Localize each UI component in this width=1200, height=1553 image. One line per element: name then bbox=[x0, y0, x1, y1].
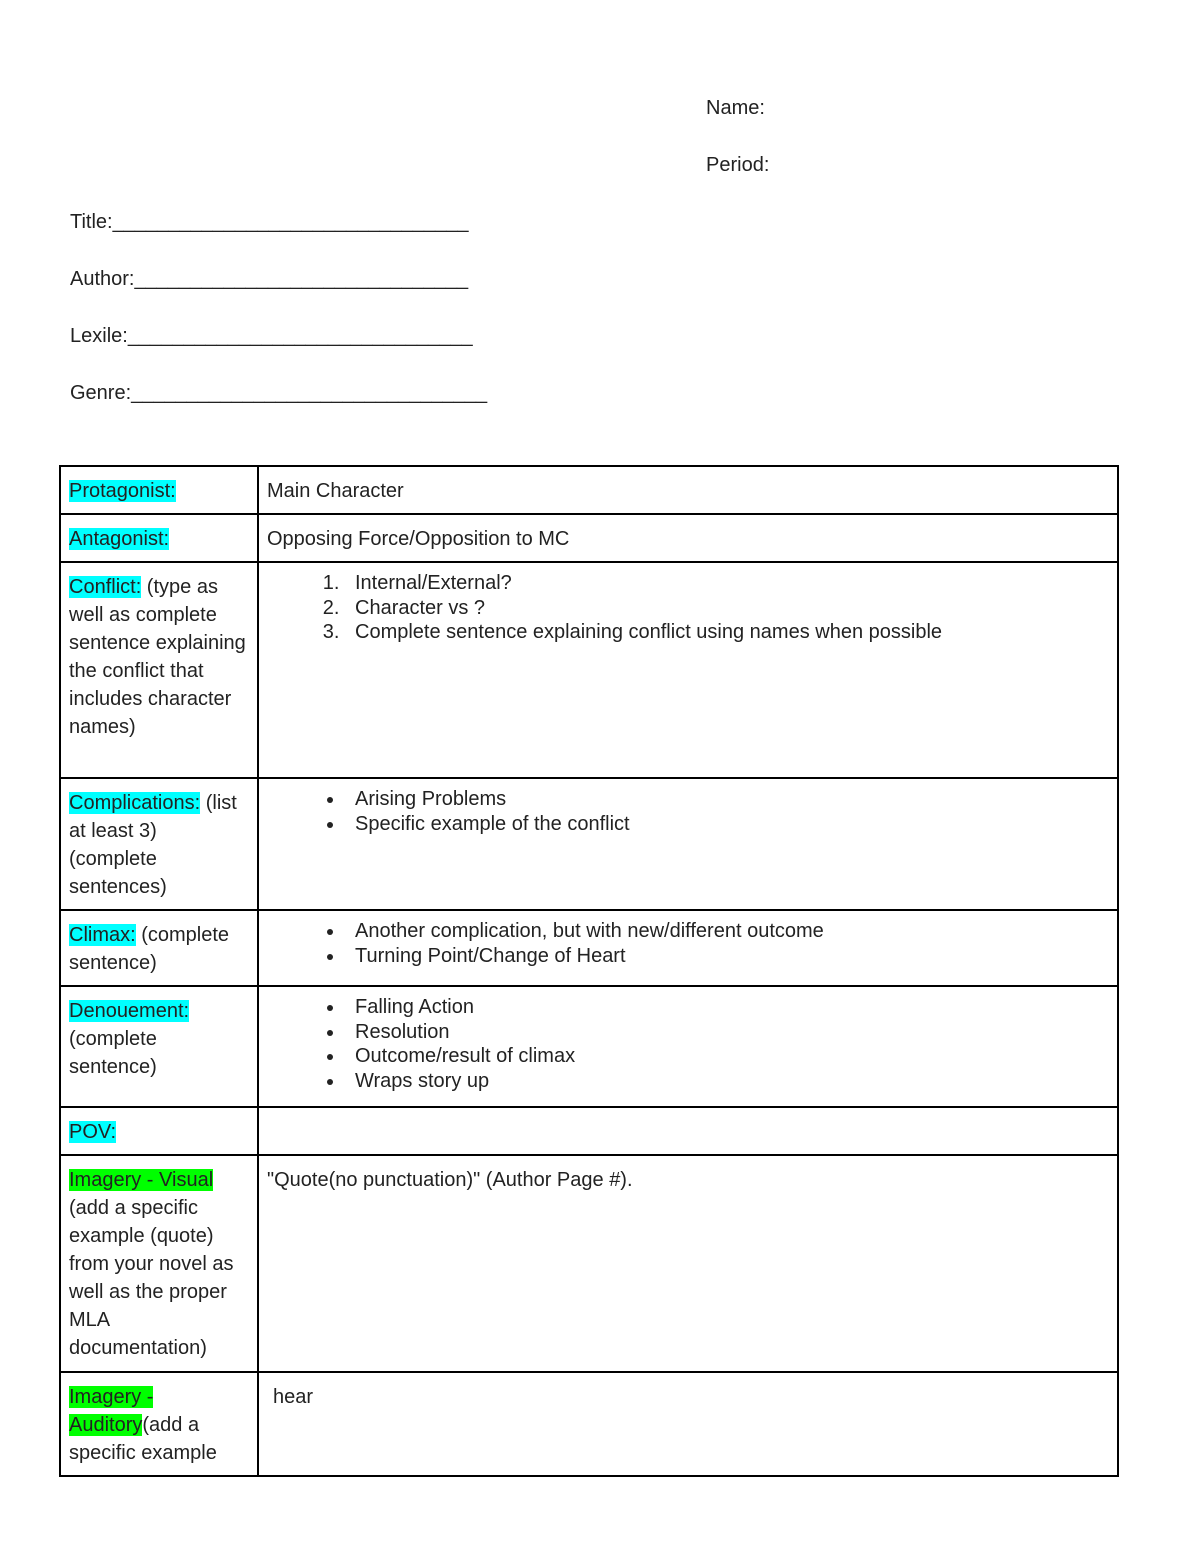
complications-description: (list at least 3) (complete sentences) bbox=[69, 792, 237, 898]
climax-list bbox=[267, 919, 1109, 968]
complications-list bbox=[267, 787, 1109, 836]
pov-label-cell bbox=[60, 1107, 258, 1155]
table-row-conflict bbox=[60, 562, 1118, 778]
imagery-auditory-description: (add a specific example bbox=[69, 1414, 217, 1464]
imagery-visual-label-cell bbox=[60, 1155, 258, 1372]
conflict-answer-cell[interactable] bbox=[258, 562, 1118, 778]
list-item: 2. Character vs ? bbox=[345, 596, 1109, 621]
antagonist-content: Opposing Force/Opposition to MC bbox=[267, 528, 570, 550]
period-field-label[interactable]: Period: bbox=[706, 154, 770, 176]
imagery-visual-label: Imagery - Visual bbox=[69, 1169, 214, 1191]
list-item: • Another complication, but with new/different outcome bbox=[345, 919, 1109, 944]
list-item: • Turning Point/Change of Heart bbox=[345, 944, 1109, 969]
antagonist-answer-cell[interactable] bbox=[258, 514, 1118, 562]
imagery-auditory-content: hear bbox=[273, 1386, 314, 1408]
list-item: • Specific example of the conflict bbox=[345, 812, 1109, 837]
table-row-imagery-visual bbox=[60, 1155, 1118, 1372]
table-row-antagonist bbox=[60, 514, 1118, 562]
protagonist-answer-cell[interactable] bbox=[258, 466, 1118, 514]
denouement-label-cell bbox=[60, 986, 258, 1107]
genre-field[interactable]: Genre:________________________________ bbox=[70, 382, 488, 404]
complications-label: Complications: bbox=[69, 792, 201, 814]
protagonist-label: Protagonist: bbox=[69, 480, 176, 502]
table-row-protagonist bbox=[60, 466, 1118, 514]
list-item: • Resolution bbox=[345, 1020, 1109, 1045]
antagonist-label: Antagonist: bbox=[69, 528, 170, 550]
imagery-auditory-label: Imagery - Auditory bbox=[69, 1386, 154, 1436]
list-item: • Outcome/result of climax bbox=[345, 1044, 1109, 1069]
imagery-auditory-answer-cell[interactable] bbox=[258, 1372, 1118, 1476]
complications-answer-cell[interactable] bbox=[258, 778, 1118, 910]
denouement-description: (complete sentence) bbox=[69, 1028, 157, 1078]
protagonist-label-cell bbox=[60, 466, 258, 514]
conflict-description: (type as well as complete sentence explaining the conflict that includes character names) bbox=[69, 576, 246, 738]
book-info bbox=[70, 210, 487, 438]
climax-answer-cell[interactable] bbox=[258, 910, 1118, 986]
conflict-list bbox=[267, 571, 1109, 645]
imagery-visual-answer-cell[interactable] bbox=[258, 1155, 1118, 1372]
denouement-label: Denouement: bbox=[69, 1000, 190, 1022]
climax-label: Climax: bbox=[69, 924, 136, 946]
imagery-visual-content: "Quote(no punctuation)" (Author Page #). bbox=[267, 1169, 633, 1191]
complications-label-cell bbox=[60, 778, 258, 910]
list-item: 1. Internal/External? bbox=[345, 571, 1109, 596]
table-row-complications bbox=[60, 778, 1118, 910]
author-field[interactable]: Author:______________________________ bbox=[70, 268, 469, 290]
table-row-denouement bbox=[60, 986, 1118, 1107]
pov-answer-cell[interactable] bbox=[258, 1107, 1118, 1155]
conflict-label-cell bbox=[60, 562, 258, 778]
list-item: 3. Complete sentence explaining conflict using names when possible bbox=[345, 620, 1109, 645]
list-item: • Wraps story up bbox=[345, 1069, 1109, 1094]
story-elements-table bbox=[59, 465, 1119, 1477]
antagonist-label-cell bbox=[60, 514, 258, 562]
table-row-imagery-auditory bbox=[60, 1372, 1118, 1476]
name-field-label[interactable]: Name: bbox=[706, 97, 765, 119]
conflict-label: Conflict: bbox=[69, 576, 142, 598]
lexile-field[interactable]: Lexile:_______________________________ bbox=[70, 325, 473, 347]
protagonist-content: Main Character bbox=[267, 480, 404, 502]
title-field[interactable]: Title:________________________________ bbox=[70, 211, 469, 233]
pov-label: POV: bbox=[69, 1121, 117, 1143]
imagery-visual-description: (add a specific example (quote) from your novel as well as the proper MLA documentation) bbox=[69, 1197, 234, 1359]
table-row-pov bbox=[60, 1107, 1118, 1155]
climax-description: (complete sentence) bbox=[69, 924, 230, 974]
table-row-climax bbox=[60, 910, 1118, 986]
list-item: • Arising Problems bbox=[345, 787, 1109, 812]
student-info bbox=[706, 96, 769, 210]
imagery-auditory-label-cell bbox=[60, 1372, 258, 1476]
denouement-answer-cell[interactable] bbox=[258, 986, 1118, 1107]
denouement-list bbox=[267, 995, 1109, 1093]
list-item: • Falling Action bbox=[345, 995, 1109, 1020]
climax-label-cell bbox=[60, 910, 258, 986]
